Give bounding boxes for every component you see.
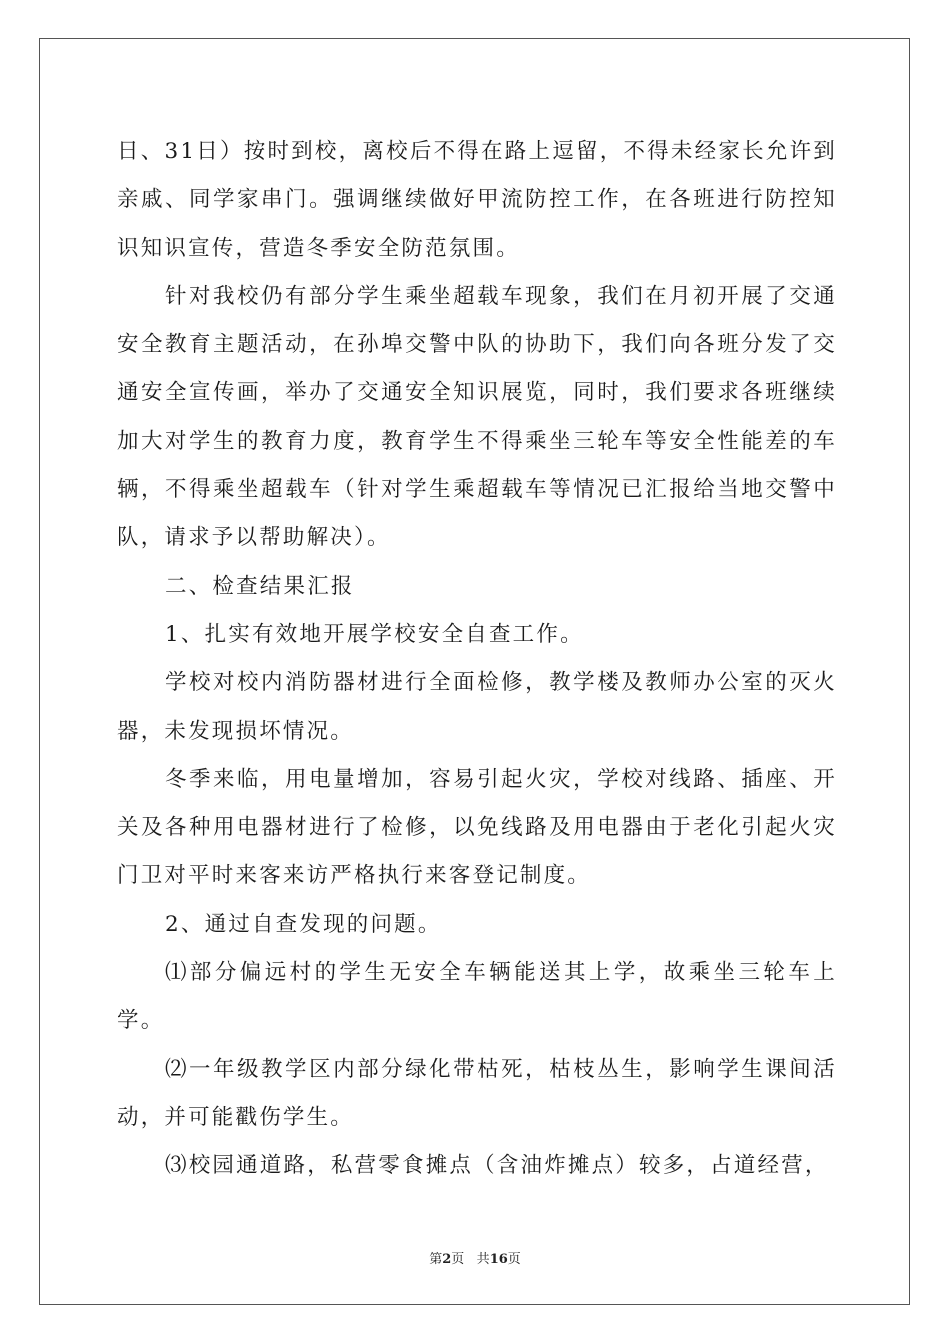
list-item-2: ⑵一年级教学区内部分绿化带枯死，枯枝丛生，影响学生课间活动，并可能戳伤学生。 [117,1056,837,1130]
list-item-3: ⑶校园通道路，私营零食摊点（含油炸摊点）较多，占道经营， [165,1153,829,1179]
footer-page-number: 2 [442,1252,452,1267]
footer-prefix: 第 [429,1252,443,1267]
paragraph-4: 冬季来临，用电量增加，容易引起火灾，学校对线路、插座、开关及各种用电器材进行了检修，以免线路及用电器由于老化引起火灾门卫对平时来客来访严格执行来客登记制度。 [117,766,837,889]
section-heading-check-results: 二、检查结果汇报 [165,573,355,599]
document-body [117,128,837,1191]
subheading-1: 1、扎实有效地开展学校安全自查工作。 [165,621,584,647]
paragraph-3: 学校对校内消防器材进行全面检修，教学楼及教师办公室的灭火器，未发现损坏情况。 [117,670,837,744]
list-item-1: ⑴部分偏远村的学生无安全车辆能送其上学，故乘坐三轮车上学。 [117,960,837,1034]
footer-total-suffix: 页 [507,1252,521,1267]
paragraph-2: 针对我校仍有部分学生乘坐超载车现象，我们在月初开展了交通安全教育主题活动，在孙埠交警中队的协助下，我们向各班分发了交通安全宣传画，举办了交通安全知识展览，同时，我们要求各班继续加大对学生的教育力度，教育学生不得乘坐三轮车等安全性能差的车辆，不得乘坐超载车（针对学生乘超载车等情况已汇报给当地交警中队，请求予以帮助解决）。 [117,283,837,551]
paragraph-1: 日、31日）按时到校，离校后不得在路上逗留，不得未经家长允许到亲戚、同学家串门。强调继续做好甲流防控工作，在各班进行防控知识知识宣传，营造冬季安全防范氛围。 [117,139,837,261]
footer-total-pages: 16 [489,1252,508,1267]
page-footer [0,1248,950,1267]
subheading-2: 2、通过自查发现的问题。 [165,911,442,937]
footer-page-suffix: 页 [451,1252,465,1267]
footer-total-prefix: 共 [476,1252,490,1267]
